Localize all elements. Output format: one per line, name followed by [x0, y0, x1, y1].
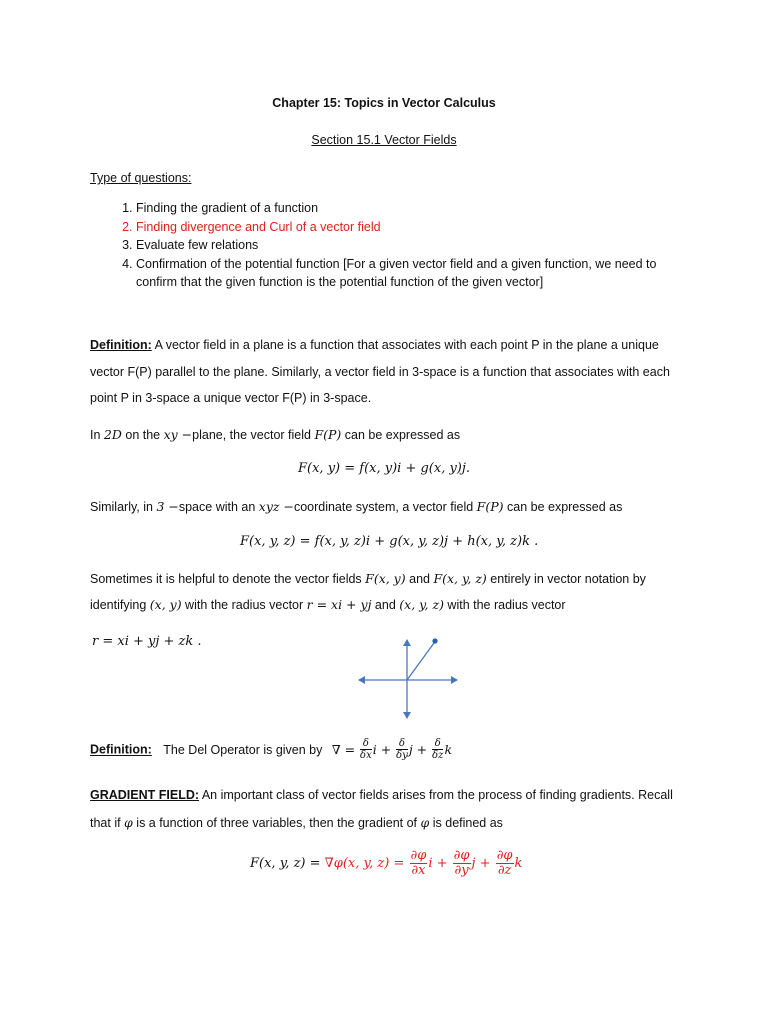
gradient-text: An important class of vector fields arises from the process of finding gradients. Recall — [199, 788, 673, 802]
gradient-label: GRADIENT FIELD: — [90, 788, 200, 802]
definition-del — [90, 739, 452, 761]
question-list — [118, 199, 696, 292]
plane-field-sentence: In 2D on the xy −plane, the vector field F(P) can be expressed as — [90, 427, 461, 442]
notation-sentence: Sometimes it is helpful to denote the vector fields F(x, y) and F(x, y, z) entirely in vector notation by — [90, 571, 646, 586]
list-item: 3. Evaluate few relations — [136, 236, 696, 255]
list-item: 1. Finding the gradient of a function — [136, 199, 696, 218]
radius-vector-equation: r = xi + yj + zk . — [92, 634, 202, 649]
section-title: Section 15.1 Vector Fields — [311, 133, 457, 147]
definition-vector-field — [90, 338, 659, 352]
definition-line: point P in 3-space a unique vector F(P) in 3-space. — [90, 391, 372, 405]
gradient-equation: F(x, y, z) = ∇φ(x, y, z) = $\frac{\partial\varphi}{\partial x}$ i + $\frac{\partial\varphi}{\partial y}$ j + $\frac{\partial\varphi}{\partial z}$ k — [250, 848, 523, 878]
type-heading: Type of questions: — [90, 171, 192, 185]
definition-label: Definition: — [90, 338, 152, 352]
equation-2d-field: F(x, y) = f(x, y)i + g(x, y)j. — [298, 461, 471, 476]
definition-text: A vector field in a plane is a function that associates with each point P in the plane a unique — [151, 338, 659, 352]
gradient-line-2: that if φ is a function of three variables, then the gradient of φ is defined as — [90, 815, 503, 830]
radius-vector-line — [407, 643, 434, 680]
equation-3d-field: F(x, y, z) = f(x, y, z)i + g(x, y, z)j + h(x, y, z)k . — [240, 534, 539, 549]
definition-label: Definition: — [90, 742, 152, 757]
chapter-title: Chapter 15: Topics in Vector Calculus — [272, 96, 496, 110]
list-item: 2. Finding divergence and Curl of a vector field — [136, 218, 696, 237]
notation-sentence-2: identifying (x, y) with the radius vector r = xi + yj and (x, y, z) with the radius vector — [90, 597, 566, 612]
point-dot — [432, 638, 437, 643]
axes-diagram — [355, 634, 465, 724]
space-field-sentence: Similarly, in 3 −space with an xyz −coordinate system, a vector field F(P) can be expressed as — [90, 499, 623, 514]
del-operator: ∇ = $\frac{\delta}{\delta x}$ i + $\frac{\delta}{\delta y}$ j + $\frac{\delta}{\delta z}$ k — [331, 738, 453, 761]
definition-text: The Del Operator is given by — [163, 742, 323, 757]
gradient-field-paragraph — [90, 788, 673, 802]
list-item: 4. Confirmation of the potential function [For a given vector field and a given function, we need to confirm that the given function is the potential function of the given vector] — [136, 255, 696, 292]
definition-line: vector F(P) parallel to the plane. Similarly, a vector field in 3-space is a function that associates with each — [90, 365, 670, 379]
